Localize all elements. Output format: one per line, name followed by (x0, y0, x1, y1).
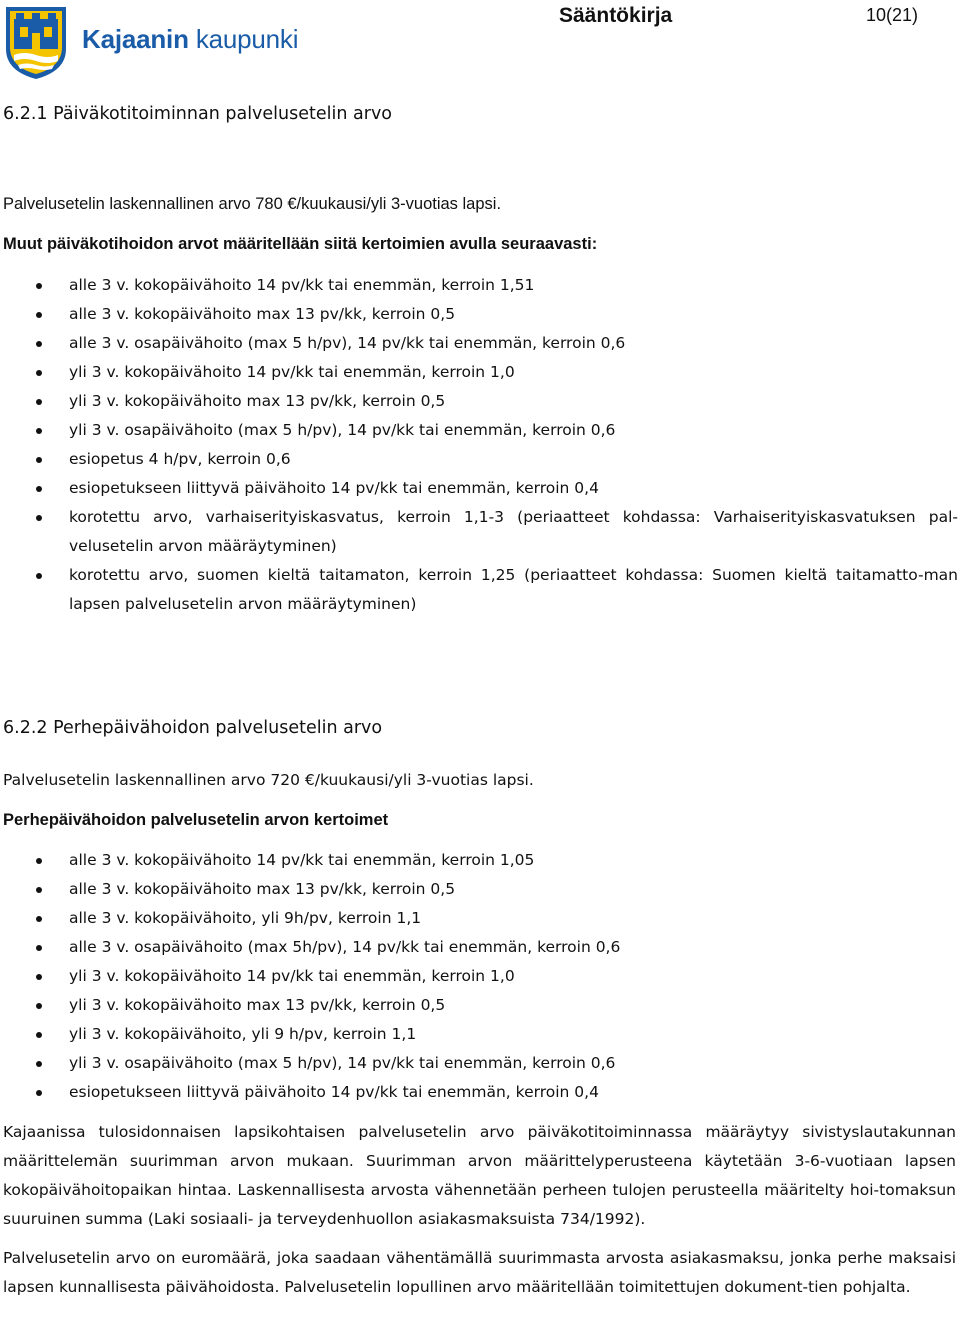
bullet-icon (36, 1090, 42, 1096)
list-item: yli 3 v. kokopäivähoito 14 pv/kk tai enemmän, kerroin 1,0 (0, 962, 960, 991)
bullet-icon (36, 916, 42, 922)
section-2-heading: 6.2.2 Perhepäivähoidon palvelusetelin arvo (3, 718, 383, 738)
list-item: alle 3 v. kokopäivähoito, yli 9h/pv, kerroin 1,1 (0, 904, 960, 933)
bullet-icon (36, 341, 42, 347)
list-item: yli 3 v. kokopäivähoito, yli 9 h/pv, kerroin 1,1 (0, 1020, 960, 1049)
bullet-icon (36, 573, 42, 579)
list-item: esiopetus 4 h/pv, kerroin 0,6 (0, 445, 960, 474)
bullet-icon (36, 858, 42, 864)
bullet-icon (36, 1032, 42, 1038)
page-header (0, 0, 960, 86)
section-2-value-line: Palvelusetelin laskennallinen arvo 720 €/kuukausi/yli 3-vuotias lapsi. (3, 771, 534, 789)
page-number: 10(21) (866, 5, 919, 25)
bullet-icon (36, 974, 42, 980)
list-item: alle 3 v. kokopäivähoito max 13 pv/kk, kerroin 0,5 (0, 300, 960, 329)
bullet-icon (36, 1061, 42, 1067)
bullet-icon (36, 283, 42, 289)
list-item: korotettu arvo, suomen kieltä taitamaton, kerroin 1,25 (periaatteet kohdassa: Suomen kieltä taitamatto-man lapsen palvelusetelin arvon määräytyminen) (0, 561, 960, 619)
section-1-intro: Muut päiväkotihoidon arvot määritellään siitä kertoimien avulla seuraavasti: (3, 235, 598, 253)
section-2-paragraph-1: Kajaanissa tulosidonnaisen lapsikohtaisen palvelusetelin arvo päiväkotitoiminnassa määräytyy sivistyslautakunnan määrittelemän suurimman arvon mukaan. Suurimman arvon määrittelyperusteena käytetään 3-6-vuotiaan lapsen kokopäivähoitopaikan hintaa. Laskennallisesta arvosta vähennetään perheen tulojen perusteella määritelty hoi-tomaksun suuruinen summa (Laki sosiaali- ja terveydenhuollon asiakasmaksuista 734/1992). (3, 1123, 956, 1228)
bullet-icon (36, 370, 42, 376)
section-1-heading: 6.2.1 Päiväkotitoiminnan palvelusetelin arvo (3, 104, 393, 124)
section-2-coefficient-list (0, 846, 960, 1107)
bullet-icon (36, 428, 42, 434)
brand-wordmark (82, 24, 298, 55)
bullet-icon (36, 1003, 42, 1009)
list-item: alle 3 v. osapäivähoito (max 5 h/pv), 14 pv/kk tai enemmän, kerroin 0,6 (0, 329, 960, 358)
list-item: yli 3 v. kokopäivähoito 14 pv/kk tai enemmän, kerroin 1,0 (0, 358, 960, 387)
section-2-paragraph-2: Palvelusetelin arvo on euromäärä, joka saadaan vähentämällä suurimmasta arvosta asiakasmaksu, jonka perhe maksaisi lapsen kunnallisesta päivähoidosta. Palvelusetelin lopullinen arvo määritellään toimitettujen dokument-tien pohjalta. (3, 1249, 956, 1296)
bullet-icon (36, 887, 42, 893)
section-1-coefficient-list (0, 271, 960, 619)
list-item: esiopetukseen liittyvä päivähoito 14 pv/kk tai enemmän, kerroin 0,4 (0, 1078, 960, 1107)
list-item: esiopetukseen liittyvä päivähoito 14 pv/kk tai enemmän, kerroin 0,4 (0, 474, 960, 503)
list-item: yli 3 v. osapäivähoito (max 5 h/pv), 14 pv/kk tai enemmän, kerroin 0,6 (0, 416, 960, 445)
document-title: Sääntökirja (559, 4, 673, 27)
list-item: yli 3 v. kokopäivähoito max 13 pv/kk, kerroin 0,5 (0, 387, 960, 416)
bullet-icon (36, 312, 42, 318)
list-item: korotettu arvo, varhaiserityiskasvatus, kerroin 1,1-3 (periaatteet kohdassa: Varhaiserityiskasvatuksen pal-velusetelin arvon määräytyminen) (0, 503, 960, 561)
list-item: alle 3 v. kokopäivähoito 14 pv/kk tai enemmän, kerroin 1,51 (0, 271, 960, 300)
brand-strong: Kajaanin (82, 24, 189, 54)
list-item: alle 3 v. kokopäivähoito max 13 pv/kk, kerroin 0,5 (0, 875, 960, 904)
bullet-icon (36, 399, 42, 405)
kajaani-crest-icon (4, 5, 68, 81)
bullet-icon (36, 945, 42, 951)
list-item: alle 3 v. osapäivähoito (max 5h/pv), 14 pv/kk tai enemmän, kerroin 0,6 (0, 933, 960, 962)
section-2-subheading: Perhepäivähoidon palvelusetelin arvon kertoimet (3, 811, 389, 829)
list-item: alle 3 v. kokopäivähoito 14 pv/kk tai enemmän, kerroin 1,05 (0, 846, 960, 875)
list-item: yli 3 v. kokopäivähoito max 13 pv/kk, kerroin 0,5 (0, 991, 960, 1020)
bullet-icon (36, 457, 42, 463)
brand-rest: kaupunki (195, 24, 299, 54)
list-item: yli 3 v. osapäivähoito (max 5 h/pv), 14 pv/kk tai enemmän, kerroin 0,6 (0, 1049, 960, 1078)
bullet-icon (36, 515, 42, 521)
section-1-value-line: Palvelusetelin laskennallinen arvo 780 €/kuukausi/yli 3-vuotias lapsi. (3, 195, 502, 213)
bullet-icon (36, 486, 42, 492)
